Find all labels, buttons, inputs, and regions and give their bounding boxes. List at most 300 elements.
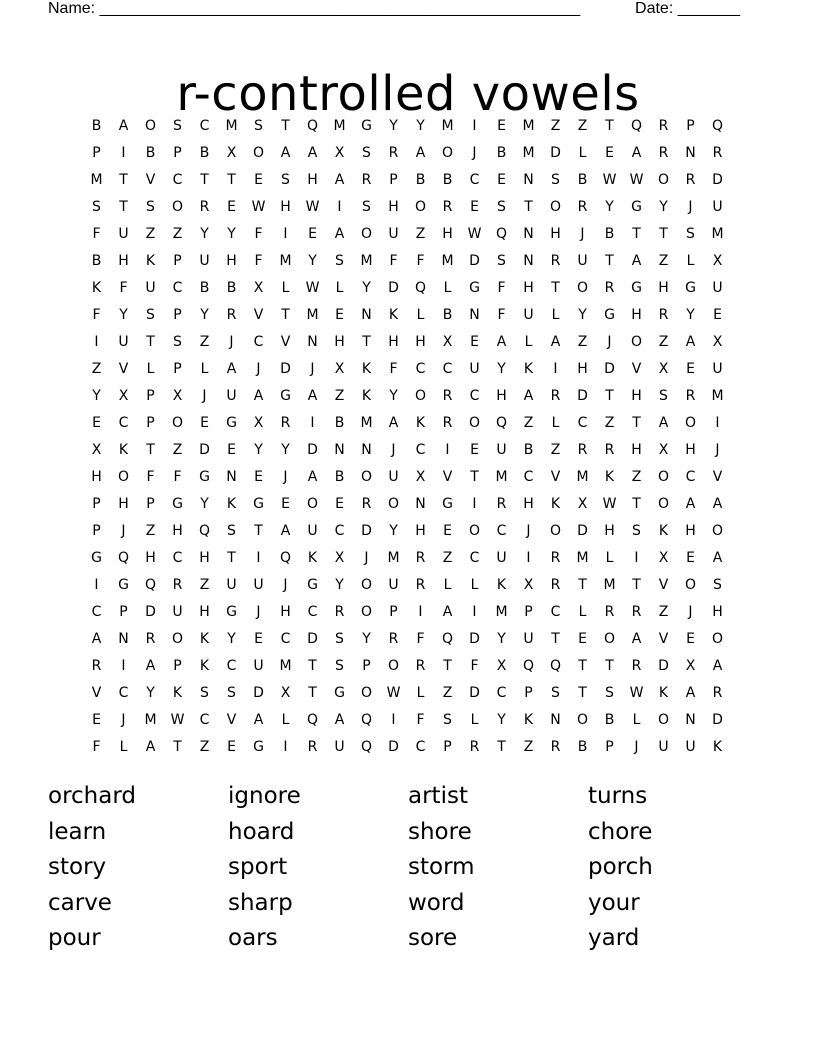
grid-letter[interactable]: F [254, 252, 263, 269]
grid-letter[interactable]: R [469, 738, 480, 755]
grid-letter[interactable]: H [388, 198, 399, 215]
grid-letter[interactable]: C [496, 684, 507, 701]
grid-letter[interactable]: M [576, 549, 589, 566]
grid-letter[interactable]: U [388, 576, 399, 593]
grid-letter[interactable]: O [360, 576, 373, 593]
grid-letter[interactable]: S [335, 630, 344, 647]
grid-letter[interactable]: V [280, 333, 291, 350]
grid-letter[interactable]: N [415, 495, 426, 512]
grid-letter[interactable]: A [685, 684, 696, 701]
grid-letter[interactable]: C [550, 603, 561, 620]
grid-letter[interactable]: R [442, 198, 453, 215]
grid-letter[interactable]: R [604, 603, 615, 620]
grid-letter[interactable]: A [253, 387, 264, 404]
grid-letter[interactable]: L [416, 684, 425, 701]
grid-letter[interactable]: C [118, 684, 129, 701]
grid-letter[interactable]: C [172, 279, 183, 296]
grid-letter[interactable]: M [495, 468, 508, 485]
grid-letter[interactable]: L [200, 360, 209, 377]
grid-letter[interactable]: Z [442, 549, 453, 566]
grid-letter[interactable]: Z [658, 603, 669, 620]
grid-letter[interactable]: A [415, 144, 426, 161]
grid-letter[interactable]: A [388, 414, 399, 431]
grid-letter[interactable]: A [631, 252, 642, 269]
grid-letter[interactable]: U [334, 738, 345, 755]
grid-letter[interactable]: M [495, 603, 508, 620]
grid-letter[interactable]: T [362, 333, 371, 350]
grid-letter[interactable]: T [578, 657, 587, 674]
grid-letter[interactable]: L [416, 306, 425, 323]
grid-letter[interactable]: Z [604, 414, 615, 431]
grid-letter[interactable]: J [202, 387, 207, 404]
grid-letter[interactable]: O [360, 603, 373, 620]
grid-letter[interactable]: O [117, 468, 130, 485]
grid-letter[interactable]: C [172, 549, 183, 566]
grid-letter[interactable]: A [631, 630, 642, 647]
grid-letter[interactable]: B [496, 144, 507, 161]
grid-letter[interactable]: Z [658, 252, 669, 269]
grid-letter[interactable]: X [523, 576, 534, 593]
grid-letter[interactable]: R [658, 144, 669, 161]
grid-letter[interactable]: S [200, 684, 209, 701]
grid-letter[interactable]: S [551, 171, 560, 188]
grid-letter[interactable]: L [551, 306, 560, 323]
grid-letter[interactable]: R [550, 252, 561, 269]
grid-letter[interactable]: E [686, 360, 695, 377]
grid-letter[interactable]: P [443, 738, 452, 755]
grid-letter[interactable]: A [253, 711, 264, 728]
grid-letter[interactable]: P [173, 657, 182, 674]
grid-letter[interactable]: L [443, 576, 452, 593]
grid-letter[interactable]: W [386, 684, 401, 701]
grid-letter[interactable]: T [578, 576, 587, 593]
grid-letter[interactable]: L [281, 711, 290, 728]
grid-letter[interactable]: R [658, 117, 669, 134]
grid-letter[interactable]: Z [550, 441, 561, 458]
grid-letter[interactable]: Y [200, 495, 209, 512]
grid-letter[interactable]: D [253, 684, 264, 701]
grid-letter[interactable]: C [307, 603, 318, 620]
grid-letter[interactable]: U [388, 468, 399, 485]
grid-letter[interactable]: E [605, 144, 614, 161]
grid-letter[interactable]: L [605, 549, 614, 566]
grid-letter[interactable]: X [91, 441, 102, 458]
grid-letter[interactable]: Y [686, 306, 695, 323]
grid-letter[interactable]: Q [306, 711, 319, 728]
grid-letter[interactable]: O [711, 630, 724, 647]
grid-letter[interactable]: P [119, 603, 128, 620]
grid-letter[interactable]: V [658, 576, 669, 593]
grid-letter[interactable]: O [576, 711, 589, 728]
grid-letter[interactable]: E [470, 198, 479, 215]
grid-letter[interactable]: S [713, 576, 722, 593]
grid-letter[interactable]: B [415, 171, 426, 188]
grid-letter[interactable]: A [280, 144, 291, 161]
grid-letter[interactable]: B [199, 144, 210, 161]
grid-letter[interactable]: P [686, 117, 695, 134]
grid-letter[interactable]: L [470, 576, 479, 593]
grid-letter[interactable]: E [470, 333, 479, 350]
grid-letter[interactable]: D [199, 441, 210, 458]
grid-letter[interactable]: X [415, 468, 426, 485]
grid-letter[interactable]: A [334, 171, 345, 188]
grid-letter[interactable]: U [226, 387, 237, 404]
grid-letter[interactable]: L [578, 144, 587, 161]
grid-letter[interactable]: O [684, 414, 697, 431]
grid-letter[interactable]: B [523, 441, 534, 458]
grid-letter[interactable]: O [252, 144, 265, 161]
grid-letter[interactable]: U [307, 522, 318, 539]
grid-letter[interactable]: X [496, 657, 507, 674]
grid-letter[interactable]: X [577, 495, 588, 512]
grid-letter[interactable]: W [629, 684, 644, 701]
grid-letter[interactable]: D [469, 630, 480, 647]
grid-letter[interactable]: D [361, 522, 372, 539]
grid-letter[interactable]: O [549, 522, 562, 539]
grid-letter[interactable]: U [712, 198, 723, 215]
grid-letter[interactable]: E [578, 630, 587, 647]
grid-letter[interactable]: T [146, 441, 155, 458]
grid-letter[interactable]: D [388, 738, 399, 755]
grid-letter[interactable]: O [171, 630, 184, 647]
grid-letter[interactable]: J [364, 549, 369, 566]
grid-letter[interactable]: M [576, 468, 589, 485]
grid-letter[interactable]: W [467, 225, 482, 242]
grid-letter[interactable]: N [361, 306, 372, 323]
grid-letter[interactable]: P [92, 522, 101, 539]
grid-letter[interactable]: O [441, 144, 454, 161]
grid-letter[interactable]: C [685, 468, 696, 485]
grid-letter[interactable]: T [578, 684, 587, 701]
grid-letter[interactable]: T [227, 171, 236, 188]
grid-letter[interactable]: Z [199, 333, 210, 350]
grid-letter[interactable]: U [226, 576, 237, 593]
grid-letter[interactable]: C [577, 414, 588, 431]
grid-letter[interactable]: X [442, 333, 453, 350]
grid-letter[interactable]: K [388, 306, 399, 323]
grid-letter[interactable]: T [659, 225, 668, 242]
grid-letter[interactable]: J [283, 468, 288, 485]
grid-letter[interactable]: A [118, 117, 129, 134]
grid-letter[interactable]: B [604, 225, 615, 242]
grid-letter[interactable]: P [389, 171, 398, 188]
grid-letter[interactable]: A [550, 333, 561, 350]
grid-letter[interactable]: R [91, 657, 102, 674]
grid-letter[interactable]: T [605, 387, 614, 404]
grid-letter[interactable]: G [442, 495, 453, 512]
grid-letter[interactable]: R [307, 738, 318, 755]
grid-letter[interactable]: R [658, 306, 669, 323]
grid-letter[interactable]: O [603, 630, 616, 647]
grid-letter[interactable]: D [307, 630, 318, 647]
grid-letter[interactable]: Y [389, 387, 398, 404]
grid-letter[interactable]: U [118, 333, 129, 350]
grid-letter[interactable]: E [497, 117, 506, 134]
grid-letter[interactable]: D [550, 144, 561, 161]
grid-letter[interactable]: X [253, 414, 264, 431]
grid-letter[interactable]: U [172, 603, 183, 620]
grid-letter[interactable]: W [602, 171, 617, 188]
grid-letter[interactable]: Y [497, 630, 506, 647]
grid-letter[interactable]: X [658, 360, 669, 377]
grid-letter[interactable]: K [361, 387, 372, 404]
grid-letter[interactable]: U [577, 252, 588, 269]
grid-letter[interactable]: E [281, 495, 290, 512]
grid-letter[interactable]: K [172, 684, 183, 701]
grid-letter[interactable]: C [469, 549, 480, 566]
grid-letter[interactable]: R [334, 603, 345, 620]
grid-letter[interactable]: G [604, 306, 615, 323]
grid-letter[interactable]: E [200, 414, 209, 431]
grid-letter[interactable]: B [199, 279, 210, 296]
grid-letter[interactable]: S [335, 657, 344, 674]
grid-letter[interactable]: Z [631, 468, 642, 485]
grid-letter[interactable]: N [118, 630, 129, 647]
grid-letter[interactable]: L [470, 711, 479, 728]
grid-letter[interactable]: A [307, 144, 318, 161]
grid-letter[interactable]: C [469, 171, 480, 188]
grid-letter[interactable]: N [685, 711, 696, 728]
grid-letter[interactable]: E [254, 171, 263, 188]
grid-letter[interactable]: O [387, 495, 400, 512]
grid-letter[interactable]: T [632, 414, 641, 431]
grid-letter[interactable]: P [524, 684, 533, 701]
grid-letter[interactable]: T [146, 333, 155, 350]
grid-letter[interactable]: H [199, 603, 210, 620]
grid-letter[interactable]: R [550, 549, 561, 566]
grid-letter[interactable]: T [119, 198, 128, 215]
grid-letter[interactable]: C [280, 630, 291, 647]
grid-letter[interactable]: Q [630, 117, 643, 134]
grid-letter[interactable]: C [172, 171, 183, 188]
grid-letter[interactable]: H [145, 549, 156, 566]
grid-letter[interactable]: A [91, 630, 102, 647]
grid-letter[interactable]: K [199, 630, 210, 647]
grid-letter[interactable]: H [307, 171, 318, 188]
date-field[interactable]: Date: _______ [635, 0, 740, 17]
grid-letter[interactable]: M [90, 171, 103, 188]
grid-letter[interactable]: R [388, 630, 399, 647]
grid-letter[interactable]: J [256, 603, 261, 620]
grid-letter[interactable]: D [577, 387, 588, 404]
grid-letter[interactable]: T [308, 684, 317, 701]
grid-letter[interactable]: U [145, 279, 156, 296]
grid-letter[interactable]: I [634, 549, 639, 566]
grid-letter[interactable]: H [226, 252, 237, 269]
grid-letter[interactable]: Q [522, 657, 535, 674]
grid-letter[interactable]: P [146, 495, 155, 512]
grid-letter[interactable]: I [418, 603, 423, 620]
grid-letter[interactable]: H [91, 468, 102, 485]
grid-letter[interactable]: M [360, 414, 373, 431]
grid-letter[interactable]: Q [306, 117, 319, 134]
grid-letter[interactable]: X [280, 684, 291, 701]
grid-letter[interactable]: H [577, 360, 588, 377]
grid-letter[interactable]: U [712, 360, 723, 377]
grid-letter[interactable]: T [443, 657, 452, 674]
grid-letter[interactable]: T [632, 225, 641, 242]
grid-letter[interactable]: Y [92, 387, 101, 404]
grid-letter[interactable]: T [119, 171, 128, 188]
grid-letter[interactable]: I [94, 576, 99, 593]
grid-letter[interactable]: R [415, 549, 426, 566]
grid-letter[interactable]: O [684, 576, 697, 593]
grid-letter[interactable]: R [361, 171, 372, 188]
grid-letter[interactable]: H [550, 225, 561, 242]
grid-letter[interactable]: J [715, 441, 720, 458]
grid-letter[interactable]: C [226, 657, 237, 674]
grid-letter[interactable]: H [442, 225, 453, 242]
grid-letter[interactable]: K [658, 522, 669, 539]
grid-letter[interactable]: T [281, 117, 290, 134]
grid-letter[interactable]: K [118, 441, 129, 458]
grid-letter[interactable]: G [118, 576, 129, 593]
grid-letter[interactable]: P [605, 738, 614, 755]
grid-letter[interactable]: G [226, 603, 237, 620]
grid-letter[interactable]: A [685, 495, 696, 512]
grid-letter[interactable]: Z [145, 225, 156, 242]
grid-letter[interactable]: M [711, 387, 724, 404]
grid-letter[interactable]: S [227, 684, 236, 701]
grid-letter[interactable]: H [118, 495, 129, 512]
grid-letter[interactable]: I [121, 144, 126, 161]
grid-letter[interactable]: B [442, 306, 453, 323]
grid-letter[interactable]: W [251, 198, 266, 215]
grid-letter[interactable]: H [172, 522, 183, 539]
grid-letter[interactable]: A [712, 549, 723, 566]
grid-letter[interactable]: I [526, 549, 531, 566]
grid-letter[interactable]: S [335, 252, 344, 269]
grid-letter[interactable]: C [496, 522, 507, 539]
grid-letter[interactable]: F [92, 225, 101, 242]
grid-letter[interactable]: K [658, 684, 669, 701]
grid-letter[interactable]: B [334, 468, 345, 485]
grid-letter[interactable]: A [280, 522, 291, 539]
grid-letter[interactable]: Q [495, 414, 508, 431]
grid-letter[interactable]: N [523, 252, 534, 269]
grid-letter[interactable]: Z [199, 738, 210, 755]
grid-letter[interactable]: J [391, 441, 396, 458]
grid-letter[interactable]: Y [578, 306, 587, 323]
grid-letter[interactable]: F [389, 252, 398, 269]
grid-letter[interactable]: Y [497, 711, 506, 728]
grid-letter[interactable]: H [280, 603, 291, 620]
grid-letter[interactable]: T [632, 495, 641, 512]
grid-letter[interactable]: H [685, 441, 696, 458]
grid-letter[interactable]: R [631, 603, 642, 620]
grid-letter[interactable]: P [173, 252, 182, 269]
grid-letter[interactable]: K [523, 360, 534, 377]
grid-letter[interactable]: M [522, 117, 535, 134]
grid-letter[interactable]: Y [605, 198, 614, 215]
grid-letter[interactable]: D [388, 279, 399, 296]
grid-letter[interactable]: H [631, 441, 642, 458]
grid-letter[interactable]: R [442, 387, 453, 404]
grid-letter[interactable]: Y [281, 441, 290, 458]
grid-letter[interactable]: O [711, 522, 724, 539]
grid-letter[interactable]: J [688, 603, 693, 620]
grid-letter[interactable]: L [443, 279, 452, 296]
grid-letter[interactable]: K [307, 549, 318, 566]
grid-letter[interactable]: F [119, 279, 128, 296]
grid-letter[interactable]: E [254, 630, 263, 647]
grid-letter[interactable]: R [604, 441, 615, 458]
grid-letter[interactable]: Q [279, 549, 292, 566]
grid-letter[interactable]: O [306, 495, 319, 512]
grid-letter[interactable]: R [685, 387, 696, 404]
grid-letter[interactable]: G [280, 387, 291, 404]
grid-letter[interactable]: Z [523, 738, 534, 755]
grid-letter[interactable]: U [523, 630, 534, 647]
grid-letter[interactable]: U [118, 225, 129, 242]
grid-letter[interactable]: A [307, 387, 318, 404]
grid-letter[interactable]: O [414, 198, 427, 215]
grid-letter[interactable]: Q [441, 630, 454, 647]
grid-letter[interactable]: M [306, 306, 319, 323]
grid-letter[interactable]: Q [360, 711, 373, 728]
grid-letter[interactable]: K [91, 279, 102, 296]
grid-letter[interactable]: I [283, 225, 288, 242]
grid-letter[interactable]: I [94, 333, 99, 350]
grid-letter[interactable]: I [337, 198, 342, 215]
grid-letter[interactable]: U [388, 225, 399, 242]
grid-letter[interactable]: I [472, 603, 477, 620]
grid-letter[interactable]: E [227, 738, 236, 755]
grid-letter[interactable]: U [199, 252, 210, 269]
grid-letter[interactable]: D [712, 171, 723, 188]
grid-letter[interactable]: I [715, 414, 720, 431]
grid-letter[interactable]: K [199, 657, 210, 674]
grid-letter[interactable]: H [199, 549, 210, 566]
grid-letter[interactable]: Q [711, 117, 724, 134]
grid-letter[interactable]: M [333, 117, 346, 134]
grid-letter[interactable]: C [334, 522, 345, 539]
grid-letter[interactable]: S [686, 225, 695, 242]
grid-letter[interactable]: P [146, 387, 155, 404]
grid-letter[interactable]: R [280, 414, 291, 431]
grid-letter[interactable]: C [199, 711, 210, 728]
grid-letter[interactable]: O [360, 225, 373, 242]
grid-letter[interactable]: G [631, 279, 642, 296]
grid-letter[interactable]: Y [389, 117, 398, 134]
grid-letter[interactable]: U [253, 576, 264, 593]
grid-letter[interactable]: K [712, 738, 723, 755]
grid-letter[interactable]: T [200, 171, 209, 188]
grid-letter[interactable]: K [415, 414, 426, 431]
grid-letter[interactable]: U [685, 738, 696, 755]
grid-letter[interactable]: S [497, 252, 506, 269]
grid-letter[interactable]: G [307, 576, 318, 593]
grid-letter[interactable]: Z [415, 225, 426, 242]
grid-letter[interactable]: E [335, 306, 344, 323]
grid-letter[interactable]: I [310, 414, 315, 431]
grid-letter[interactable]: R [415, 657, 426, 674]
grid-letter[interactable]: L [551, 414, 560, 431]
grid-letter[interactable]: V [550, 468, 561, 485]
grid-letter[interactable]: A [334, 711, 345, 728]
grid-letter[interactable]: G [631, 198, 642, 215]
grid-letter[interactable]: G [685, 279, 696, 296]
grid-letter[interactable]: D [307, 441, 318, 458]
grid-letter[interactable]: Y [227, 225, 236, 242]
grid-letter[interactable]: O [360, 684, 373, 701]
grid-letter[interactable]: J [310, 360, 315, 377]
grid-letter[interactable]: Y [335, 576, 344, 593]
grid-letter[interactable]: Z [577, 333, 588, 350]
grid-letter[interactable]: H [658, 279, 669, 296]
grid-letter[interactable]: C [415, 441, 426, 458]
grid-letter[interactable]: B [91, 117, 102, 134]
